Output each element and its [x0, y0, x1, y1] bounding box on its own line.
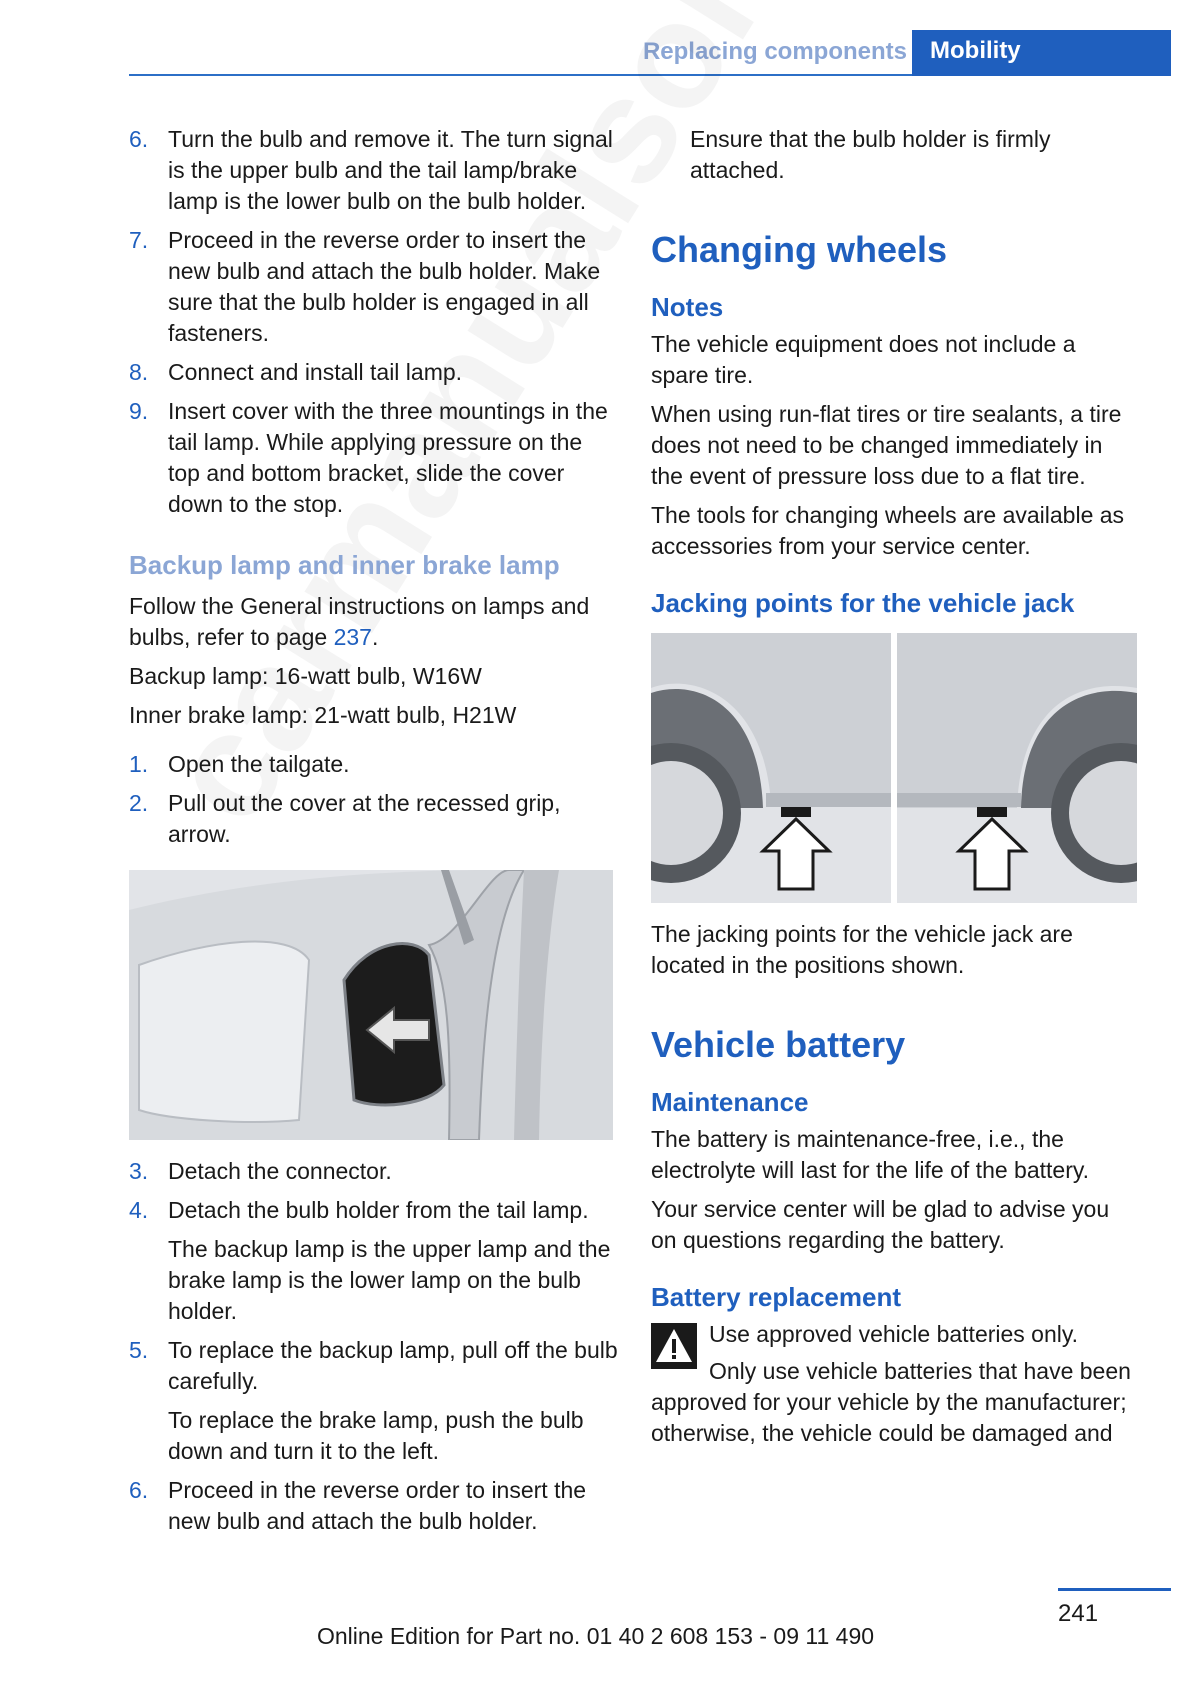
step-number: 6. — [129, 126, 149, 152]
step-text: Pull out the cover at the recessed grip, arrow. — [168, 790, 561, 847]
warning-text: Only use vehicle batteries that have been approved for your vehicle by the manufacturer; otherwise, the vehicle could be damaged and — [651, 1358, 1131, 1446]
step-text: Proceed in the reverse order to insert the new bulb and attach the bulb holder. Make sure that the bulb holder is engaged in all fasteners. — [168, 227, 601, 346]
warning-title: Use approved vehicle batteries only. — [709, 1321, 1079, 1347]
tailgate-cover-illustration — [129, 870, 613, 1140]
notes-paragraph: The tools for changing wheels are available as accessories from your service center. — [651, 502, 1125, 559]
step-text: Turn the bulb and remove it. The turn signal is the upper bulb and the tail lamp/brake lamp is the lower bulb on the bulb holder. — [168, 126, 613, 214]
left-column — [129, 124, 619, 1545]
intro-text: Follow the General instructions on lamps and bulbs, refer to page — [129, 593, 590, 650]
list-item — [129, 225, 619, 349]
step-number: 6. — [129, 1477, 149, 1503]
notes-heading: Notes — [651, 292, 724, 322]
step-text: Connect and install tail lamp. — [168, 359, 463, 385]
step-number: 8. — [129, 359, 149, 385]
page-number: 241 — [1058, 1600, 1099, 1627]
intro-end: . — [371, 624, 379, 650]
list-item — [129, 1156, 619, 1187]
backup-lamp-spec: Backup lamp: 16-watt bulb, W16W — [129, 663, 482, 689]
step-number: 4. — [129, 1197, 149, 1223]
tail-lamp-steps — [129, 124, 619, 520]
step-text: Insert cover with the three mountings in the tail lamp. While applying pressure on the top and bottom bracket, slide the cover down to the stop. — [168, 398, 608, 517]
step-number: 3. — [129, 1158, 149, 1184]
step-number: 7. — [129, 227, 149, 253]
jacking-caption: The jacking points for the vehicle jack are located in the positions shown. — [651, 921, 1073, 978]
vehicle-battery-title: Vehicle battery — [651, 1024, 906, 1065]
step-text: Detach the bulb holder from the tail lamp. — [168, 1197, 589, 1223]
list-item — [129, 1475, 619, 1537]
step-subtext: The backup lamp is the upper lamp and the brake lamp is the lower lamp on the bulb holder. — [168, 1236, 611, 1324]
step-number: 9. — [129, 398, 149, 424]
footer-rule — [1058, 1588, 1171, 1591]
right-column — [651, 124, 1137, 1449]
section-tab[interactable]: Replacing components — [642, 38, 907, 65]
backup-lamp-steps — [129, 749, 619, 850]
step-number: 5. — [129, 1337, 149, 1363]
notes-paragraph: The vehicle equipment does not include a spare tire. — [651, 331, 1076, 388]
step-text: Detach the connector. — [168, 1158, 392, 1184]
warning-triangle-icon — [651, 1323, 697, 1369]
list-item — [129, 124, 619, 217]
step-number: 1. — [129, 751, 149, 777]
step-text: Proceed in the reverse order to insert the new bulb and attach the bulb holder. — [168, 1477, 587, 1534]
maintenance-paragraph: The battery is maintenance-free, i.e., the electrolyte will last for the life of the battery. — [651, 1126, 1090, 1183]
step-text: Open the tailgate. — [168, 751, 350, 777]
list-item — [129, 1335, 619, 1467]
page-link[interactable]: 237 — [333, 624, 372, 650]
step-text: To replace the backup lamp, pull off the bulb carefully. — [168, 1337, 618, 1394]
jacking-points-figure — [651, 633, 1137, 903]
jacking-points-illustration — [651, 633, 1137, 903]
notes-paragraph: When using run-flat tires or tire sealants, a tire does not need to be changed immediately in the event of pressure loss due to a flat tire. — [651, 401, 1122, 489]
intro-paragraph — [129, 591, 619, 653]
list-item — [129, 357, 619, 388]
continuation-text: Ensure that the bulb holder is firmly attached. — [690, 126, 1051, 183]
list-item — [129, 749, 619, 780]
list-item — [129, 396, 619, 520]
jacking-points-heading: Jacking points for the vehicle jack — [651, 588, 1075, 618]
list-item — [129, 1195, 619, 1327]
maintenance-heading: Maintenance — [651, 1087, 809, 1117]
brake-lamp-spec: Inner brake lamp: 21-watt bulb, H21W — [129, 702, 517, 728]
tailgate-cover-figure — [129, 870, 613, 1140]
battery-replacement-heading: Battery replacement — [651, 1282, 901, 1312]
chapter-tab[interactable]: Mobility — [912, 30, 1171, 76]
list-item — [129, 788, 619, 850]
edition-footer: Online Edition for Part no. 01 40 2 608 153 - 09 11 490 — [316, 1623, 875, 1649]
bulb-replace-steps — [129, 1156, 619, 1537]
backup-lamp-heading: Backup lamp and inner brake lamp — [129, 550, 560, 580]
changing-wheels-title: Changing wheels — [651, 229, 948, 270]
warning-box — [651, 1319, 1137, 1449]
step-number: 2. — [129, 790, 149, 816]
maintenance-paragraph: Your service center will be glad to advise you on questions regarding the battery. — [651, 1196, 1110, 1253]
step-subtext: To replace the brake lamp, push the bulb down and turn it to the left. — [168, 1407, 584, 1464]
